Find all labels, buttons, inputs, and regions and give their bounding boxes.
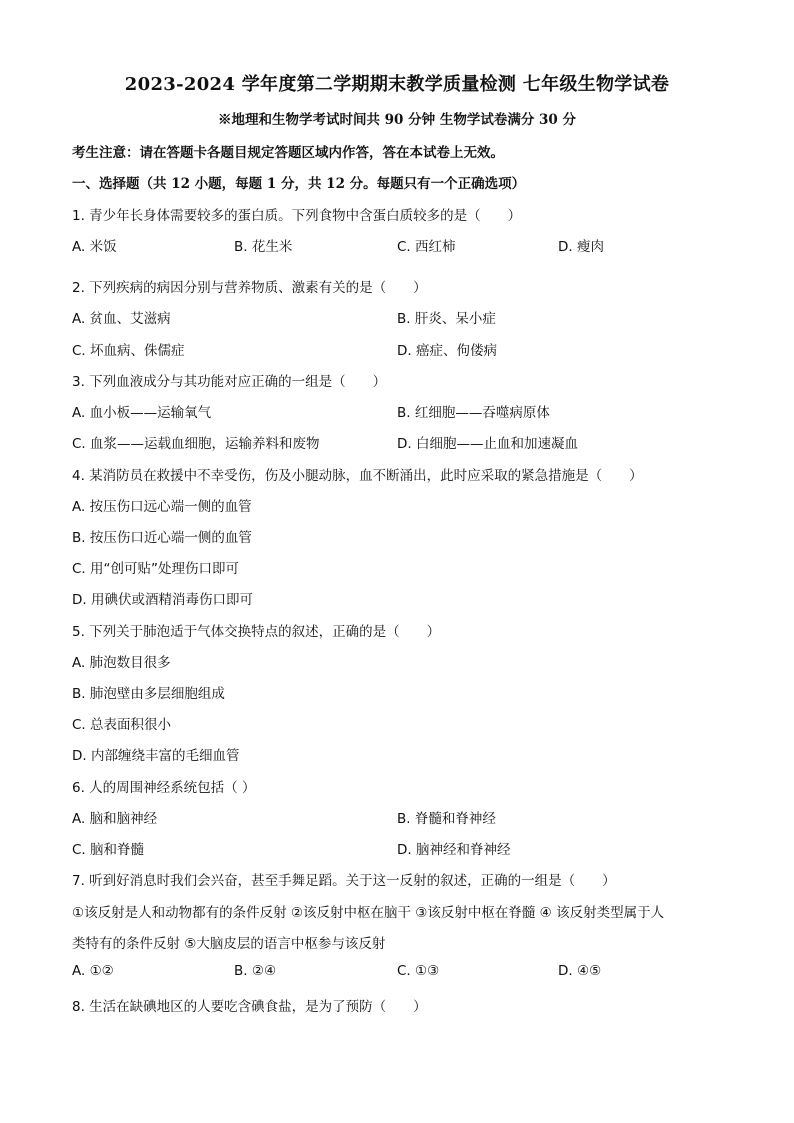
option-c: C. 血浆——运载血细胞，运输养料和废物 [72,436,320,452]
question-stem: 3. 下列血液成分与其功能对应正确的一组是（ ） [72,374,387,390]
question-stem: 2. 下列疾病的病因分别与营养物质、激素有关的是（ ） [72,280,427,296]
option-b: B. 肝炎、呆小症 [397,311,496,327]
question-stem: 5. 下列关于肺泡适于气体交换特点的叙述，正确的是（ ） [72,624,441,640]
option-b: B. 按压伤口近心端一侧的血管 [72,530,252,546]
option-a: A. 肺泡数目很多 [72,655,171,671]
option-b: B. 花生米 [234,239,293,255]
page-title: 2023-2024 学年度第二学期期末教学质量检测 七年级生物学试卷 [124,74,670,95]
question-stem: 7. 听到好消息时我们会兴奋，甚至手舞足蹈。关于这一反射的叙述，正确的一组是（ ） [72,873,616,889]
option-c: C. 用“创可贴”处理伤口即可 [72,561,239,577]
option-d: D. 瘦肉 [558,239,604,255]
section-heading: 一、选择题（共 12 小题，每题 1 分，共 12 分。每题只有一个正确选项） [72,176,526,192]
option-d: D. 用碘伏或酒精消毒伤口即可 [72,592,253,608]
question-stem: 8. 生活在缺碘地区的人要吃含碘食盐，是为了预防（ ） [72,999,427,1015]
option-b: B. 红细胞——吞噬病原体 [397,405,550,421]
option-c: C. 脑和脊髓 [72,842,145,858]
option-a: A. ①② [72,963,114,979]
question-statements: 类特有的条件反射 ⑤大脑皮层的语言中枢参与该反射 [72,936,386,952]
option-d: D. 癌症、佝偻病 [397,343,497,359]
question-stem: 1. 青少年长身体需要较多的蛋白质。下列食物中含蛋白质较多的是（ ） [72,208,522,224]
question-statements: ①该反射是人和动物都有的条件反射 ②该反射中枢在脑干 ③该反射中枢在脊髓 ④ 该反射类型属于人 [72,905,665,921]
option-c: C. 总表面积很小 [72,717,172,733]
question-stem: 4. 某消防员在救援中不幸受伤，伤及小腿动脉，血不断涌出，此时应采取的紧急措施是（ ） [72,468,643,484]
option-c: C. 坏血病、侏儒症 [72,343,185,359]
option-c: C. 西红柿 [397,239,456,255]
option-b: B. 脊髓和脊神经 [397,811,496,827]
option-a: A. 米饭 [72,239,117,255]
option-a: A. 贫血、艾滋病 [72,311,171,327]
option-d: D. 白细胞——止血和加速凝血 [397,436,578,452]
option-a: A. 脑和脑神经 [72,811,158,827]
option-d: D. 内部缠绕丰富的毛细血管 [72,748,240,764]
exam-subtitle: ※地理和生物学考试时间共 90 分钟 生物学试卷满分 30 分 [217,112,577,128]
option-b: B. 肺泡壁由多层细胞组成 [72,686,225,702]
option-a: A. 按压伤口远心端一侧的血管 [72,499,252,515]
option-b: B. ②④ [234,963,277,979]
question-stem: 6. 人的周围神经系统包括（ ） [72,780,256,796]
option-d: D. 脑神经和脊神经 [397,842,511,858]
option-a: A. 血小板——运输氧气 [72,405,212,421]
option-c: C. ①③ [397,963,440,979]
option-d: D. ④⑤ [558,963,602,979]
candidate-notice: 考生注意：请在答题卡各题目规定答题区域内作答，答在本试卷上无效。 [72,145,504,161]
